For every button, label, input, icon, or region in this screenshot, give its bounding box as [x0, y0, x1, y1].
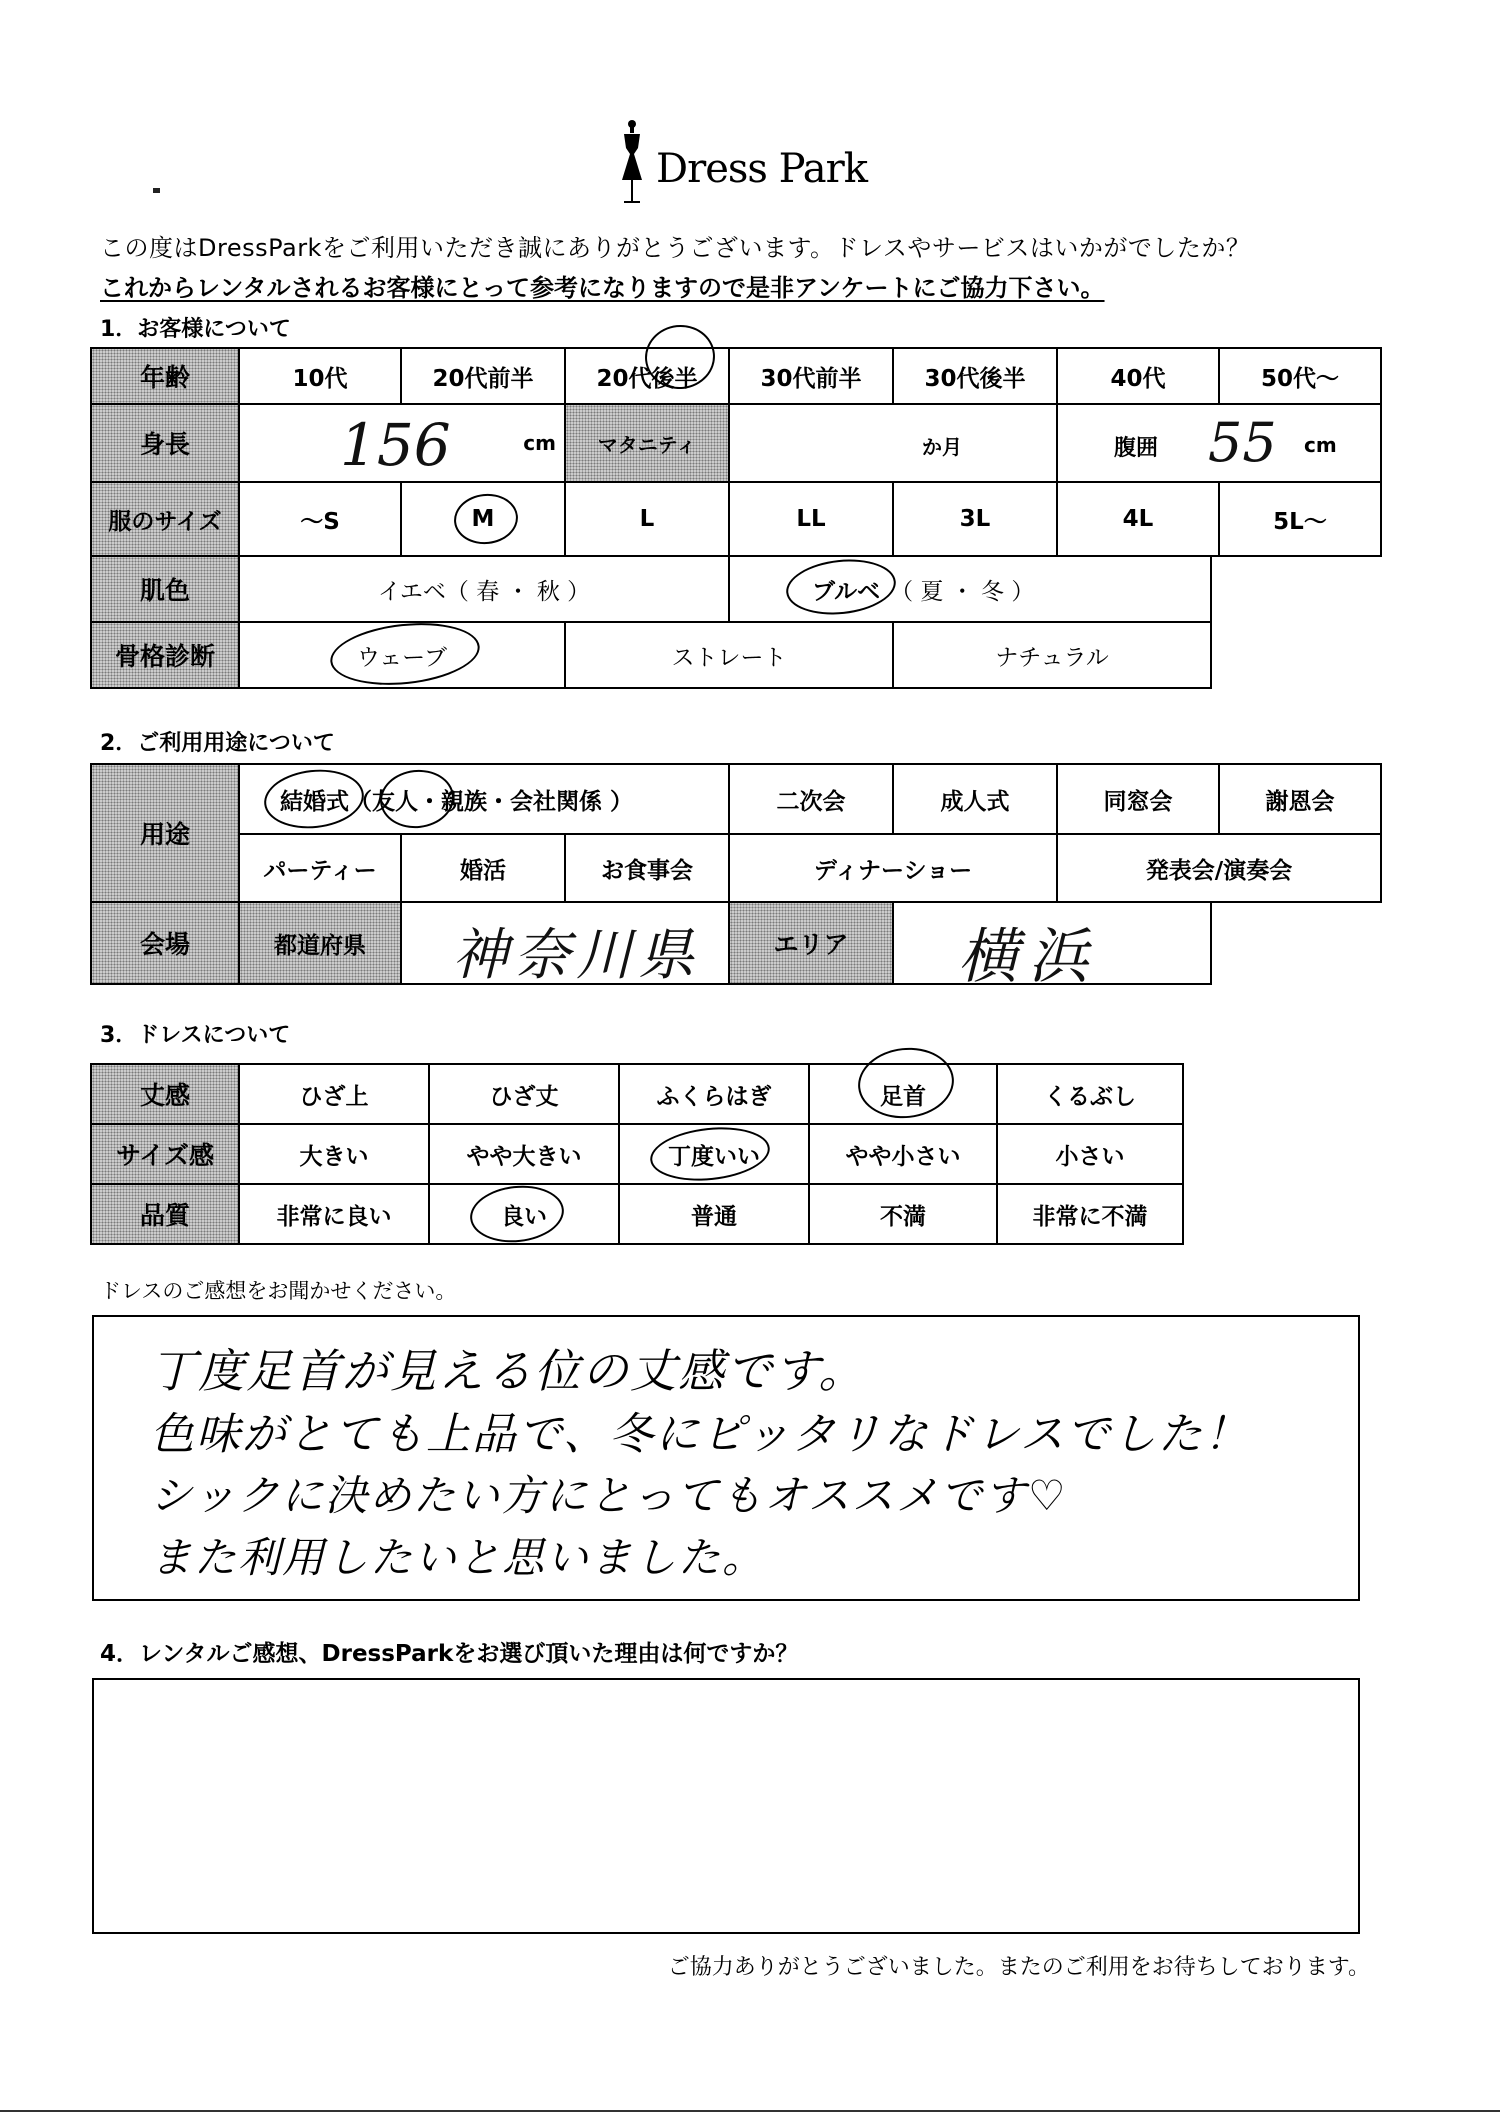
wedding-relations: ・親族・会社関係 ） [418, 788, 634, 815]
size-option[interactable]: 4L [1056, 481, 1220, 557]
frame-option-selected[interactable]: ウェーブ [238, 621, 566, 689]
impression-line: 丁度足首が見える位の丈感です。 [150, 1344, 867, 1398]
area-value: 横浜 [958, 922, 1098, 992]
waist-value: 55 [1208, 411, 1277, 474]
reason-box[interactable] [92, 1678, 1360, 1934]
fit-option-selected[interactable]: 丁度いい [618, 1123, 810, 1185]
prefecture-field[interactable] [400, 901, 730, 988]
quality-option[interactable]: 非常に良い [238, 1183, 430, 1245]
brand-name: Dress Park [656, 146, 867, 192]
months-unit: か月 [922, 435, 962, 459]
dresspark-logo [612, 118, 872, 218]
fit-option[interactable]: 大きい [238, 1123, 430, 1185]
waist-unit: cm [1304, 433, 1337, 457]
impression-prompt: ドレスのご感想をお聞かせください。 [100, 1279, 457, 1303]
section4-title: 4．レンタルご感想、DressParkをお選び頂いた理由は何ですか？ [100, 1641, 799, 1667]
frame-option[interactable]: ストレート [564, 621, 894, 689]
impression-line: 色味がとても上品で、冬にピッタリなドレスでした！ [150, 1409, 1251, 1460]
quality-option[interactable]: 普通 [618, 1183, 810, 1245]
size-option-selected[interactable]: M [400, 481, 566, 557]
section2-title: 2．ご利用用途について [100, 731, 335, 756]
size-option[interactable]: ～S [238, 481, 402, 557]
height-field[interactable] [238, 403, 566, 483]
age-option[interactable]: 50代～ [1218, 347, 1382, 405]
impression-line: また利用したいと思いました。 [150, 1533, 767, 1582]
skin-blue-seasons: （ 夏 ・ 冬 ） [890, 578, 1035, 605]
age-option[interactable]: 40代 [1056, 347, 1220, 405]
skin-yellow-option[interactable]: イエベ（ 春 ・ 秋 ） [238, 555, 730, 623]
length-option-selected[interactable]: 足首 [808, 1063, 998, 1125]
prefecture-value: 神奈川県 [452, 923, 700, 988]
quality-label: 品質 [90, 1183, 240, 1245]
age-option[interactable]: 30代前半 [728, 347, 894, 405]
length-option[interactable]: ひざ上 [238, 1063, 430, 1125]
height-unit: cm [523, 431, 556, 455]
dress-mannequin-icon [612, 118, 652, 218]
footer-thanks: ご協力ありがとうございました。またのご利用をお待ちしております。 [667, 1955, 1370, 1980]
age-label: 年齢 [90, 347, 240, 405]
purpose-option[interactable]: ディナーショー [728, 833, 1058, 903]
age-option[interactable]: 20代前半 [400, 347, 566, 405]
prefecture-label: 都道府県 [238, 901, 402, 985]
purpose-option[interactable]: パーティー [238, 833, 402, 903]
length-option[interactable]: くるぶし [996, 1063, 1184, 1125]
wedding-paren: （ [349, 788, 372, 815]
frame-option[interactable]: ナチュラル [892, 621, 1212, 689]
section3-title: 3．ドレスについて [100, 1023, 291, 1048]
wedding-selected: 結婚式 [280, 788, 349, 815]
scan-mark [153, 188, 160, 193]
length-option[interactable]: ひざ丈 [428, 1063, 620, 1125]
size-option[interactable]: L [564, 481, 730, 557]
bottom-divider [0, 2110, 1500, 2112]
length-option[interactable]: ふくらはぎ [618, 1063, 810, 1125]
area-label: エリア [728, 901, 894, 985]
age-option-selected[interactable]: 20代後半 [564, 347, 730, 405]
quality-option-selected[interactable]: 良い [428, 1183, 620, 1245]
waist-field[interactable] [1056, 403, 1382, 483]
area-field[interactable] [892, 901, 1212, 992]
waist-label: 腹囲 [1114, 436, 1159, 461]
quality-option[interactable]: 非常に不満 [996, 1183, 1184, 1245]
length-label: 丈感 [90, 1063, 240, 1125]
purpose-option[interactable]: 二次会 [728, 763, 894, 835]
purpose-option[interactable]: 同窓会 [1056, 763, 1220, 835]
purpose-option[interactable]: 謝恩会 [1218, 763, 1382, 835]
size-option[interactable]: LL [728, 481, 894, 557]
purpose-option[interactable]: 発表会/演奏会 [1056, 833, 1382, 903]
fit-option[interactable]: やや小さい [808, 1123, 998, 1185]
purpose-option[interactable]: 婚活 [400, 833, 566, 903]
wedding-option[interactable] [238, 763, 730, 835]
purpose-label: 用途 [90, 763, 240, 903]
maternity-field[interactable] [728, 403, 1058, 483]
size-option[interactable]: 3L [892, 481, 1058, 557]
impression-line: シックに決めたい方にとってもオススメです♡ [150, 1471, 1068, 1520]
intro-request: これからレンタルされるお客様にとって参考になりますので是非アンケートにご協力下さい。 [100, 274, 1105, 302]
intro-text: この度はDressParkをご利用いただき誠にありがとうございます。ドレスやサービスはいかがでしたか？ [100, 234, 1251, 262]
age-option[interactable]: 10代 [238, 347, 402, 405]
frame-label: 骨格診断 [90, 621, 240, 689]
skin-blue-option[interactable] [728, 555, 1212, 623]
skin-blue-selected: ブルベ [812, 578, 881, 605]
friend-selected: 友人 [372, 788, 418, 815]
size-label: 服のサイズ [90, 481, 240, 557]
age-option[interactable]: 30代後半 [892, 347, 1058, 405]
venue-label: 会場 [90, 901, 240, 985]
purpose-option[interactable]: 成人式 [892, 763, 1058, 835]
fit-option[interactable]: やや大きい [428, 1123, 620, 1185]
height-label: 身長 [90, 403, 240, 483]
size-option[interactable]: 5L～ [1218, 481, 1382, 557]
skin-label: 肌色 [90, 555, 240, 623]
quality-option[interactable]: 不満 [808, 1183, 998, 1245]
fit-option[interactable]: 小さい [996, 1123, 1184, 1185]
purpose-option[interactable]: お食事会 [564, 833, 730, 903]
section1-title: 1．お客様について [100, 317, 291, 342]
height-value: 156 [340, 411, 451, 479]
maternity-label: マタニティ [564, 403, 730, 483]
fit-label: サイズ感 [90, 1123, 240, 1185]
